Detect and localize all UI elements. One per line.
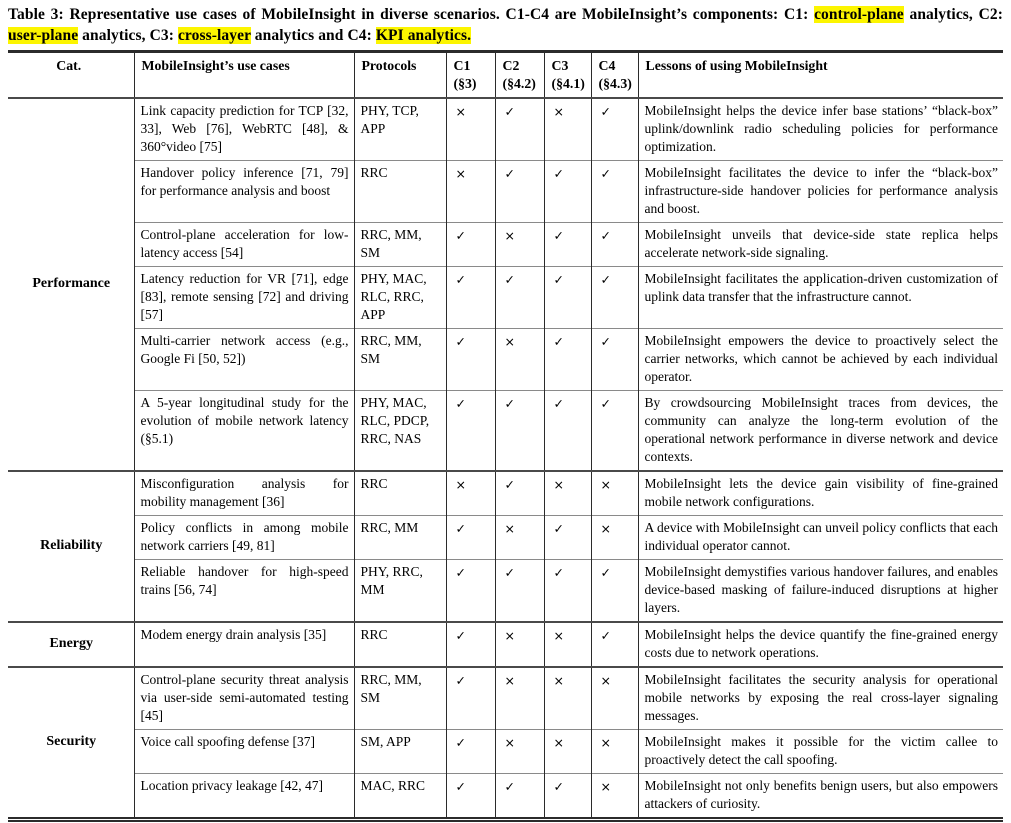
col-header-section-ref: (§4.2)	[502, 76, 536, 91]
table-row	[8, 622, 1003, 667]
check-mark-c2: ✓	[495, 391, 544, 472]
use-case: Misconfiguration analysis for mobility management [36]	[134, 471, 354, 516]
cross-mark-c4: ×	[591, 774, 638, 820]
check-mark-c2: ✓	[495, 560, 544, 623]
protocols: RRC	[354, 161, 446, 223]
cross-mark-c4: ×	[591, 471, 638, 516]
cross-mark-c2: ×	[495, 329, 544, 391]
check-mark-c2: ✓	[495, 774, 544, 820]
use-case: Multi-carrier network access (e.g., Google Fi [50, 52])	[134, 329, 354, 391]
check-mark-c4: ✓	[591, 622, 638, 667]
protocols: RRC	[354, 622, 446, 667]
table-row	[8, 560, 1003, 623]
check-mark-c2: ✓	[495, 471, 544, 516]
caption-text: analytics and C4:	[250, 27, 376, 44]
use-case: Reliable handover for high-speed trains [56, 74]	[134, 560, 354, 623]
check-mark-c1: ✓	[446, 267, 495, 329]
col-header-label: MobileInsight’s use cases	[141, 58, 290, 73]
use-case: Control-plane security threat analysis via user-side semi-automated testing [45]	[134, 667, 354, 730]
protocols: SM, APP	[354, 730, 446, 774]
check-mark-c3: ✓	[544, 161, 591, 223]
col-header-label: C2	[502, 58, 520, 73]
use-cases-table	[8, 50, 1003, 822]
check-mark-c3: ✓	[544, 560, 591, 623]
cross-mark-c1: ×	[446, 98, 495, 161]
col-header-label: Protocols	[361, 58, 417, 73]
protocols: PHY, RRC, MM	[354, 560, 446, 623]
lesson: MobileInsight facilitates the device to infer the “black-box” infrastructure-side handover policies for performance analysis and boost.	[638, 161, 1003, 223]
lesson: MobileInsight demystifies various handover failures, and enables device-based masking of failure-induced disruptions at higher layers.	[638, 560, 1003, 623]
use-case: A 5-year longitudinal study for the evolution of mobile network latency (§5.1)	[134, 391, 354, 472]
lesson: MobileInsight helps the device infer base stations’ “black-box” uplink/downlink radio scheduling policies for performance optimization.	[638, 98, 1003, 161]
cross-mark-c4: ×	[591, 667, 638, 730]
col-header-section-ref: (§3)	[453, 76, 477, 91]
col-header-c1	[446, 52, 495, 99]
protocols: MAC, RRC	[354, 774, 446, 820]
col-header-cat	[8, 52, 134, 99]
lesson: A device with MobileInsight can unveil policy conflicts that each individual operator cannot.	[638, 516, 1003, 560]
check-mark-c2: ✓	[495, 161, 544, 223]
check-mark-c3: ✓	[544, 223, 591, 267]
check-mark-c1: ✓	[446, 774, 495, 820]
check-mark-c1: ✓	[446, 560, 495, 623]
check-mark-c3: ✓	[544, 774, 591, 820]
lesson: MobileInsight empowers the device to proactively select the carrier networks, which cannot be achieved by each individual operator.	[638, 329, 1003, 391]
check-mark-c4: ✓	[591, 98, 638, 161]
col-header-lessons-of-using-mobileinsight	[638, 52, 1003, 99]
check-mark-c3: ✓	[544, 516, 591, 560]
protocols: PHY, MAC, RLC, RRC, APP	[354, 267, 446, 329]
caption-text: analytics, C3:	[78, 27, 178, 44]
cross-mark-c4: ×	[591, 516, 638, 560]
table-row	[8, 667, 1003, 730]
table-row	[8, 329, 1003, 391]
table-row	[8, 391, 1003, 472]
category-performance: Performance	[32, 276, 111, 291]
table-row	[8, 730, 1003, 774]
check-mark-c2: ✓	[495, 267, 544, 329]
use-case: Location privacy leakage [42, 47]	[134, 774, 354, 820]
lesson: MobileInsight facilitates the security analysis for operational mobile networks by exposing the real cross-layer signaling messages.	[638, 667, 1003, 730]
category-reliability: Reliability	[8, 471, 134, 622]
protocols: RRC, MM, SM	[354, 223, 446, 267]
table-row	[8, 223, 1003, 267]
cross-mark-c3: ×	[544, 622, 591, 667]
cross-mark-c2: ×	[495, 622, 544, 667]
col-header-label: Lessons of using MobileInsight	[645, 58, 828, 73]
cross-mark-c2: ×	[495, 516, 544, 560]
caption-text: analytics, C2:	[903, 6, 1004, 23]
caption-text: Table 3: Representative use cases of MobileInsight in diverse scenarios. C1-C4 are MobileInsight’s components: C1:	[8, 6, 815, 23]
check-mark-c4: ✓	[591, 267, 638, 329]
check-mark-c1: ✓	[446, 223, 495, 267]
cross-mark-c1: ×	[446, 161, 495, 223]
protocols: PHY, TCP, APP	[354, 98, 446, 161]
col-header-protocols	[354, 52, 446, 99]
caption-highlight: user-plane	[8, 27, 79, 44]
table-row	[8, 267, 1003, 329]
header-row	[8, 52, 1003, 99]
col-header-c2	[495, 52, 544, 99]
check-mark-c1: ✓	[446, 667, 495, 730]
check-mark-c1: ✓	[446, 329, 495, 391]
cross-mark-c4: ×	[591, 730, 638, 774]
check-mark-c4: ✓	[591, 329, 638, 391]
check-mark-c4: ✓	[591, 391, 638, 472]
use-case: Voice call spoofing defense [37]	[134, 730, 354, 774]
use-case: Policy conflicts in among mobile network carriers [49, 81]	[134, 516, 354, 560]
protocols: RRC, MM, SM	[354, 667, 446, 730]
check-mark-c1: ✓	[446, 622, 495, 667]
cross-mark-c3: ×	[544, 98, 591, 161]
col-header-label: C4	[598, 58, 616, 73]
category-energy: Energy	[8, 622, 134, 667]
col-header-c4	[591, 52, 638, 99]
table-row	[8, 471, 1003, 516]
check-mark-c3: ✓	[544, 267, 591, 329]
use-case: Modem energy drain analysis [35]	[134, 622, 354, 667]
check-mark-c3: ✓	[544, 329, 591, 391]
protocols: RRC	[354, 471, 446, 516]
lesson: MobileInsight not only benefits benign users, but also empowers attackers of curiosity.	[638, 774, 1003, 820]
col-header-section-ref: (§4.3)	[598, 76, 632, 91]
protocols: PHY, MAC, RLC, PDCP, RRC, NAS	[354, 391, 446, 472]
caption-highlight: control-plane	[814, 6, 904, 23]
lesson: MobileInsight facilitates the application-driven customization of uplink data transfer that the infrastructure cannot.	[638, 267, 1003, 329]
use-case: Latency reduction for VR [71], edge [83], remote sensing [72] and driving [57]	[134, 267, 354, 329]
cross-mark-c3: ×	[544, 471, 591, 516]
lesson: By crowdsourcing MobileInsight traces from devices, the community can analyze the long-term evolution of the operational network performance in diverse network and device contexts.	[638, 391, 1003, 472]
cross-mark-c3: ×	[544, 667, 591, 730]
check-mark-c1: ✓	[446, 391, 495, 472]
cross-mark-c2: ×	[495, 730, 544, 774]
cross-mark-c2: ×	[495, 223, 544, 267]
cross-mark-c2: ×	[495, 667, 544, 730]
check-mark-c2: ✓	[495, 98, 544, 161]
category-security: Security	[8, 667, 134, 820]
lesson: MobileInsight helps the device quantify the fine-grained energy costs due to network operations.	[638, 622, 1003, 667]
check-mark-c4: ✓	[591, 560, 638, 623]
check-mark-c1: ✓	[446, 516, 495, 560]
use-case: Link capacity prediction for TCP [32, 33], Web [76], WebRTC [48], & 360°video [75]	[134, 98, 354, 161]
col-header-section-ref: (§4.1)	[551, 76, 585, 91]
col-header-c3	[544, 52, 591, 99]
check-mark-c3: ✓	[544, 391, 591, 472]
lesson: MobileInsight makes it possible for the victim callee to proactively detect the call spoofing.	[638, 730, 1003, 774]
col-header-label: C1	[453, 58, 471, 73]
col-header-label: Cat.	[56, 58, 82, 73]
lesson: MobileInsight unveils that device-side state replica helps accelerate network-side signaling.	[638, 223, 1003, 267]
use-case: Control-plane acceleration for low-latency access [54]	[134, 223, 354, 267]
protocols: RRC, MM, SM	[354, 329, 446, 391]
protocols: RRC, MM	[354, 516, 446, 560]
col-header-mobileinsight-s-use-cases	[134, 52, 354, 99]
table-row	[8, 774, 1003, 820]
cross-mark-c1: ×	[446, 471, 495, 516]
cross-mark-c3: ×	[544, 730, 591, 774]
caption-highlight: cross-layer	[177, 27, 251, 44]
check-mark-c4: ✓	[591, 223, 638, 267]
caption-highlight: KPI analytics.	[375, 27, 472, 44]
use-case: Handover policy inference [71, 79] for performance analysis and boost	[134, 161, 354, 223]
table-row	[8, 161, 1003, 223]
lesson: MobileInsight lets the device gain visibility of fine-grained mobile network configurations.	[638, 471, 1003, 516]
table-caption	[8, 4, 1003, 46]
check-mark-c1: ✓	[446, 730, 495, 774]
table-row	[8, 98, 1003, 161]
col-header-label: C3	[551, 58, 569, 73]
table-row	[8, 516, 1003, 560]
check-mark-c4: ✓	[591, 161, 638, 223]
